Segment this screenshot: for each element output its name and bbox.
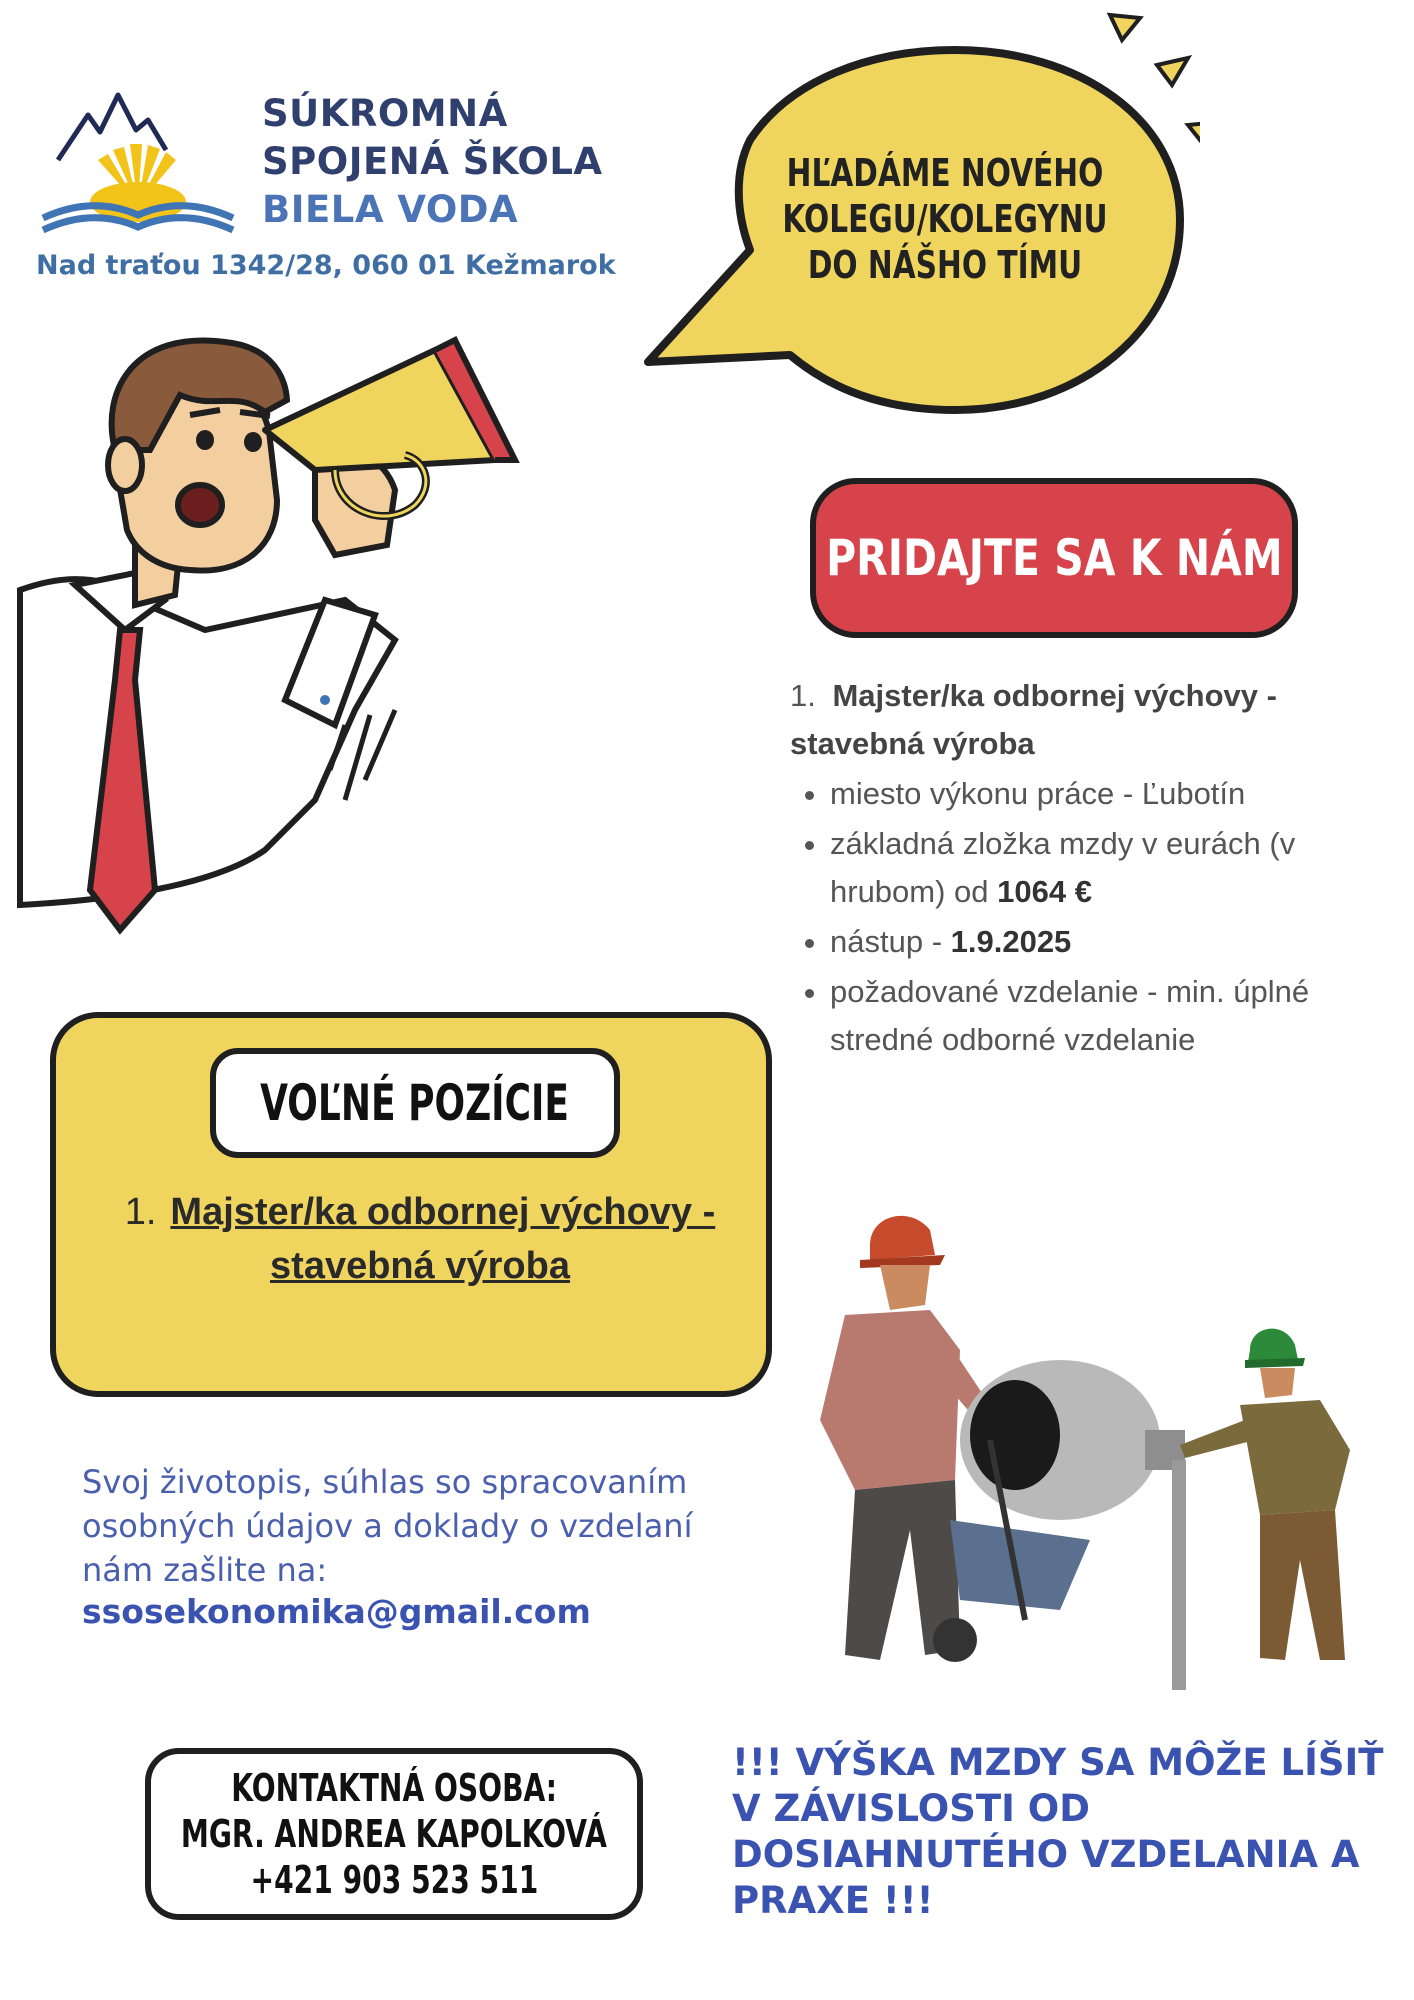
detail-salary: • základná zložka mzdy v eurách (v hrubom) od 1064 €	[830, 820, 1390, 916]
contact-person-box	[145, 1748, 643, 1920]
man-megaphone-illustration	[15, 330, 675, 970]
job-title-row	[790, 672, 1390, 768]
school-name-line2: SPOJENÁ ŠKOLA	[262, 140, 603, 183]
detail-workplace: • miesto výkonu práce - Ľubotín	[830, 770, 1390, 818]
detail-education: • požadované vzdelanie - min. úplné stredné odborné vzdelanie	[830, 968, 1390, 1064]
contact-phone[interactable]: +421 903 523 511	[250, 1858, 538, 1902]
open-position-link[interactable]: Majster/ka odbornej výchovy - stavebná výroba	[170, 1191, 716, 1287]
open-positions-title: VOĽNÉ POZÍCIE	[260, 1074, 570, 1132]
contact-heading: KONTAKTNÁ OSOBA:	[231, 1766, 557, 1810]
bubble-headline: HĽADÁME NOVÉHO KOLEGU/KOLEGYNU DO NÁŠHO TÍMU	[782, 151, 1108, 287]
join-us-label: PRIDAJTE SA K NÁM	[825, 529, 1283, 587]
job-title: Majster/ka odbornej výchovy - stavebná výroba	[790, 678, 1277, 761]
job-details	[790, 672, 1390, 1066]
job-detail-list	[790, 770, 1390, 1064]
school-name-line1: SÚKROMNÁ	[262, 92, 508, 135]
open-positions-title-box	[210, 1048, 620, 1158]
application-instructions: Svoj životopis, súhlas so spracovaním osobných údajov a doklady o vzdelaní nám zašlite na:	[82, 1463, 693, 1589]
open-position-number: 1.	[124, 1191, 157, 1233]
construction-workers-illustration	[760, 1190, 1380, 1700]
application-email[interactable]: ssosekonomika@gmail.com	[82, 1592, 591, 1631]
contact-name: MGR. ANDREA KAPOLKOVÁ	[180, 1812, 608, 1856]
join-us-button[interactable]	[810, 478, 1298, 638]
school-logo	[38, 90, 238, 240]
school-address: Nad traťou 1342/28, 060 01 Kežmarok	[36, 250, 616, 281]
school-name-line3: BIELA VODA	[262, 188, 519, 231]
job-number: 1.	[790, 678, 816, 713]
detail-start-date: • nástup - 1.9.2025	[830, 918, 1390, 966]
open-position-item[interactable]	[80, 1185, 760, 1293]
salary-note: !!! VÝŠKA MZDY SA MÔŽE LÍŠIŤ V ZÁVISLOSTI OD DOSIAHNUTÉHO VZDELANIA A PRAXE !!!	[732, 1741, 1384, 1922]
